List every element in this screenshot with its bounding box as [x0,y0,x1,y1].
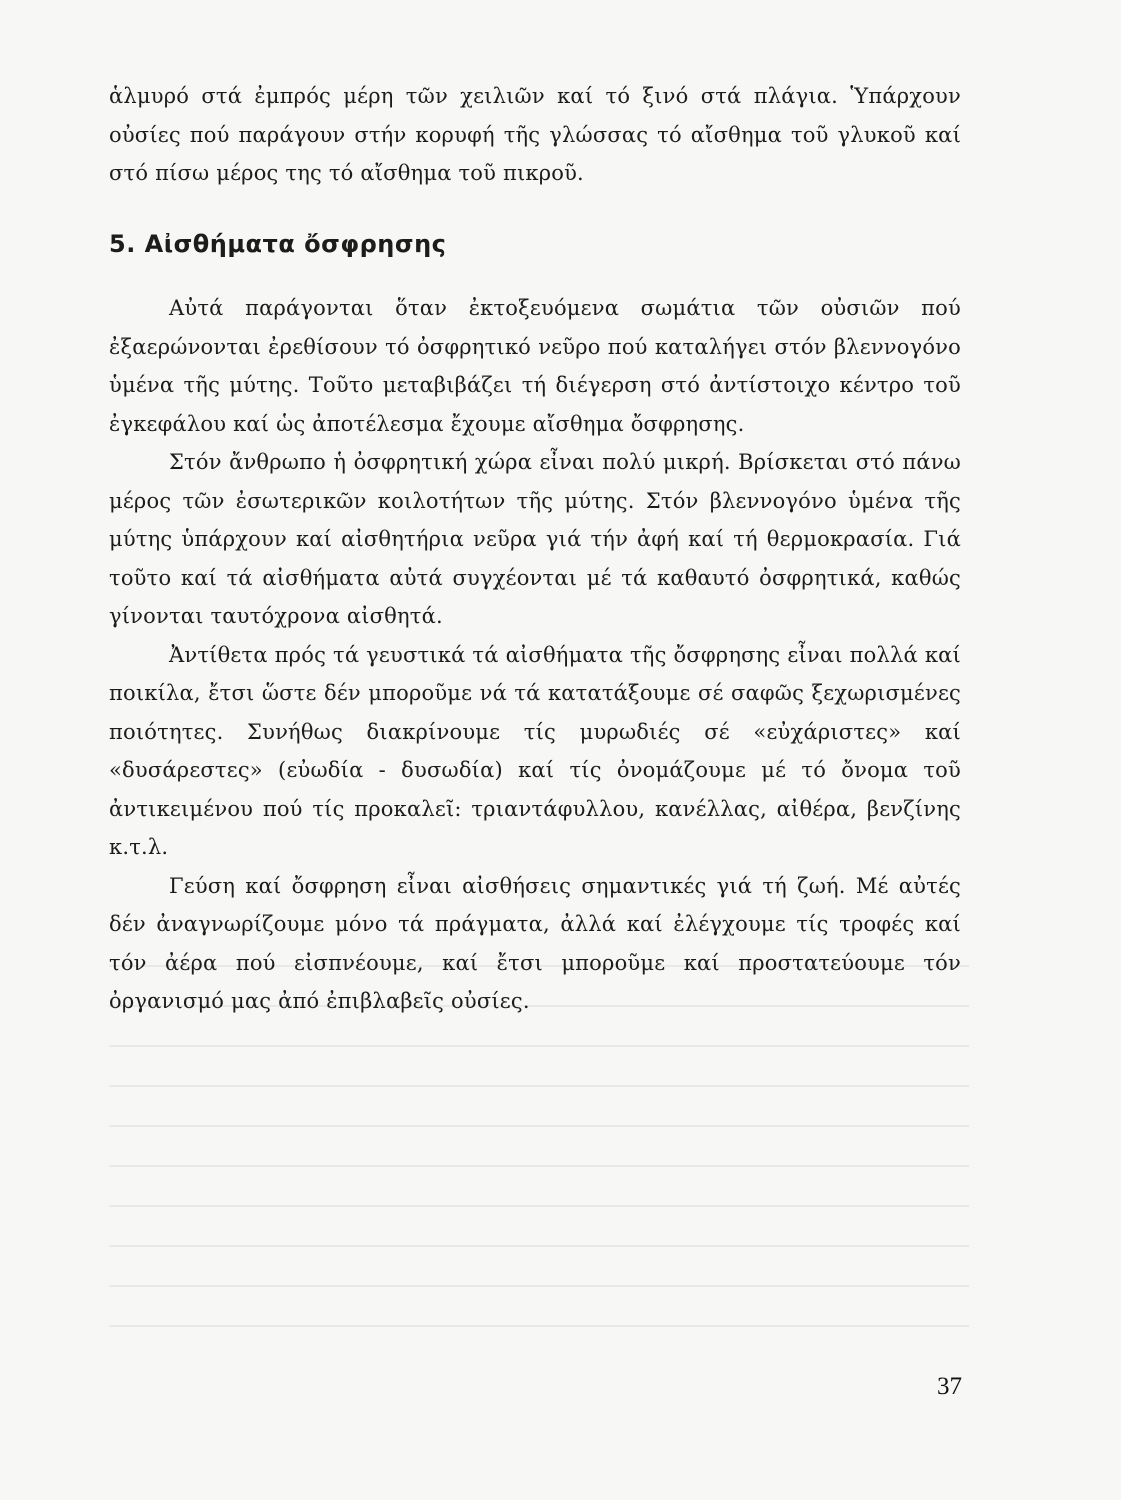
body-paragraph-3: Ἀντίθετα πρός τά γευστικά τά αἰσθήματα τῆς ὄσφρησης εἶναι πολλά καί ποικίλα, ἔτσι ὥστε δέν μποροῦμε νά τά κατατάξουμε σέ σαφῶς ξεχωρισμένες ποιότητες. Συνήθως διακρίνουμε τίς μυρωδιές σέ «εὐχάριστες» καί «δυσάρεστες» (εὐωδία - δυσωδία) καί τίς ὀνομάζουμε μέ τό ὄνομα τοῦ ἀντικειμένου πού τίς προκαλεῖ: τριαντάφυλλου, κανέλλας, αἰθέρα, βενζίνης κ.τ.λ. [109,642,961,859]
body-paragraph-2: Στόν ἄνθρωπο ἡ ὀσφρητική χώρα εἶναι πολύ μικρή. Βρίσκεται στό πάνω μέρος τῶν ἐσωτερικῶν κοιλοτήτων τῆς μύτης. Στόν βλεννογόνο ὑμένα τῆς μύτης ὑπάρχουν καί αἰσθητήρια νεῦρα γιά τήν ἀφή καί τή θερμοκρασία. Γιά τοῦτο καί τά αἰσθήματα αὐτά συγχέονται μέ τά καθαυτό ὀσφρητικά, καθώς γίνονται ταυτόχρονα αἰσθητά. [109,450,961,628]
bleed-through-line [109,1165,969,1167]
bleed-through-line [109,1245,969,1247]
bleed-through-line [109,1045,969,1047]
body-paragraph-1: Αὐτά παράγονται ὅταν ἐκτοξευόμενα σωμάτια τῶν οὐσιῶν πού ἐξαερώνονται ἐρεθίσουν τό ὀσφρητικό νεῦρο πού καταλήγει στόν βλεννογόνο ὑμένα τῆς μύτης. Τοῦτο μεταβιβάζει τή διέγερση στό ἀντίστοιχο κέντρο τοῦ ἐγκεφάλου καί ὡς ἀποτέλεσμα ἔχουμε αἴσθημα ὄσφρησης. [109,296,961,436]
bleed-through-line [109,1285,969,1287]
bleed-through-line [109,1085,969,1087]
intro-paragraph: ἁλμυρό στά ἐμπρός μέρη τῶν χειλιῶν καί τό ξινό στά πλάγια. Ὑπάρχουν οὐσίες πού παράγουν στήν κορυφή τῆς γλώσσας τό αἴσθημα τοῦ γλυκοῦ καί στό πίσω μέρος της τό αἴσθημα τοῦ πικροῦ. [109,84,961,185]
page-number: 37 [937,1373,962,1400]
bleed-through-line [109,1125,969,1127]
body-paragraph-4: Γεύση καί ὄσφρηση εἶναι αἰσθήσεις σημαντικές γιά τή ζωή. Μέ αὐτές δέν ἀναγνωρίζουμε μόνο τά πράγματα, ἀλλά καί ἐλέγχουμε τίς τροφές καί τόν ἀέρα πού εἰσπνέουμε, καί ἔτσι μποροῦμε καί προστατεύουμε τόν ὀργανισμό μας ἀπό ἐπιβλαβεῖς οὐσίες. [109,873,961,1013]
intro-paragraph-block [109,77,961,193]
bleed-through-line [109,1325,969,1327]
bleed-through-line [109,1205,969,1207]
section-body [109,289,961,1021]
section-heading: 5. Αἰσθήματα ὄσφρησης [109,230,447,258]
